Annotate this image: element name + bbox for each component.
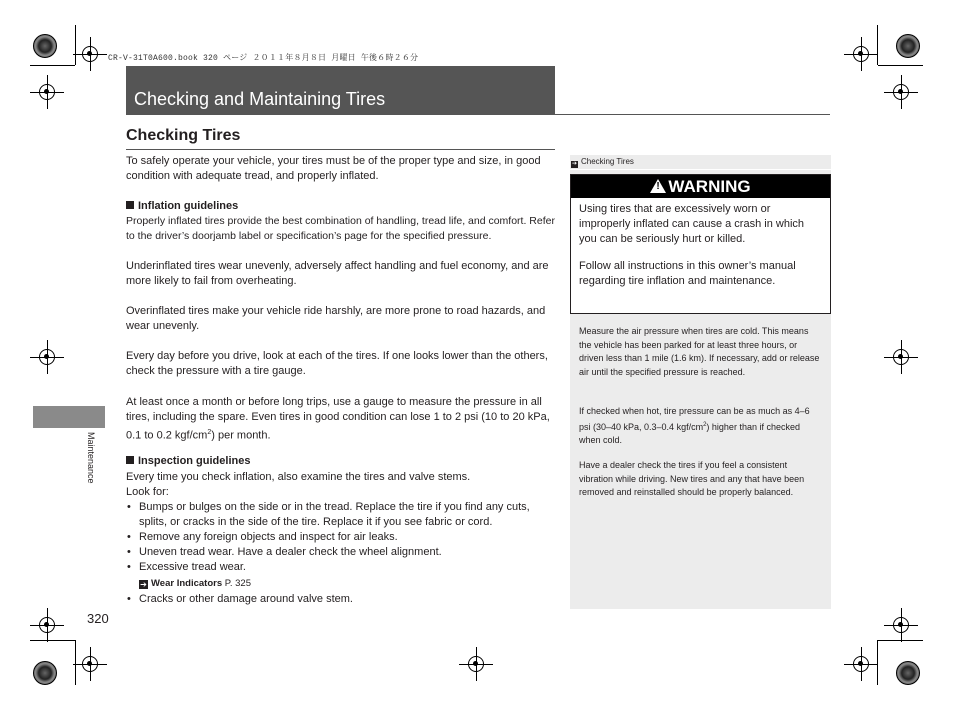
warning-p1: Using tires that are excessively worn or improperly inflated can cause a crash in which you can be seriously hurt or killed. — [579, 203, 805, 245]
chapter-label: Maintenance — [86, 432, 96, 484]
registration-mark-icon — [39, 617, 55, 633]
warning-title — [571, 175, 830, 198]
inspection-list — [126, 500, 556, 575]
registration-mark-icon — [468, 656, 484, 672]
warning-title-text: WARNING — [668, 177, 751, 196]
inflation-p5-text-end: ) per month. — [211, 429, 271, 442]
inflation-p1 — [126, 214, 556, 244]
look-for-label: Look for: — [126, 486, 169, 498]
sidebar-note-2-text: If checked when hot, tire pressure can be as much as 4–6 psi (30–40 kPa, 0.3–0.4 kgf/cm — [579, 406, 810, 432]
crop-mark — [878, 65, 923, 66]
sidebar-note-2-end: ) higher than if checked when cold. — [579, 421, 800, 445]
inflation-p2 — [126, 259, 556, 289]
registration-mark-icon — [82, 656, 98, 672]
inflation-p5-text: At least once a month or before long trips, use a gauge to measure the pressure in all tires, including the spare. Even tires in good condition can lose 1 to 2 psi (10 to 20 kPa, 0.1 to 0.2 kgf/cm — [126, 396, 550, 442]
inflation-p2-text: Underinflated tires wear unevenly, adversely affect handling and fuel economy, and are more likely to fail from overheating. — [126, 260, 549, 287]
list-item: • Remove any foreign objects and inspect for air leaks. — [126, 530, 556, 545]
inflation-p4-text: Every day before you drive, look at each of the tires. If one looks lower than the others, check the pressure with a tire gauge. — [126, 350, 548, 377]
intro-text: To safely operate your vehicle, your tires must be of the proper type and size, in good condition with adequate tread, and properly inflated. — [126, 155, 541, 182]
registration-mark-icon — [39, 349, 55, 365]
list-item: • Excessive tread wear. — [126, 560, 556, 575]
list-item: • Cracks or other damage around valve stem. — [126, 592, 556, 607]
crop-mark — [30, 640, 75, 641]
warning-body — [579, 202, 819, 289]
bullet-square-icon — [126, 201, 134, 209]
registration-mark-icon — [82, 46, 98, 62]
inspection-heading-text: Inspection guidelines — [138, 455, 251, 467]
warning-triangle-icon: ! — [650, 179, 666, 193]
inflation-p3 — [126, 304, 556, 334]
file-metadata: CR-V-31T0A600.book 320 ページ ２０１１年８月８日 月曜日 午後６時２６分 — [108, 54, 419, 63]
crop-mark — [877, 25, 878, 65]
xref-label: Wear Indicators — [151, 578, 223, 589]
chapter-tab — [33, 406, 105, 428]
sidebar-note-1: Measure the air pressure when tires are cold. This means the vehicle has been parked for at least three hours, or driven less than 1 mile (1.6 km). If necessary, add or release air until the specified pressure is reached. — [579, 326, 820, 377]
arrow-right-icon: ➔ — [140, 580, 147, 589]
inspection-p1: Every time you check inflation, also examine the tires and valve stems. — [126, 471, 471, 483]
sidebar-note-2 — [579, 405, 823, 448]
page-heading: Checking Tires — [126, 127, 241, 144]
list-item: • Bumps or bulges on the side or in the tread. Replace the tire if you find any cuts, splits, or cracks in the side of the tire. Replace it if you see fabric or cord. — [126, 500, 556, 530]
superscript: 2 — [703, 421, 707, 428]
inflation-heading — [126, 199, 238, 214]
registration-target-icon — [33, 34, 57, 58]
inflation-p4 — [126, 349, 556, 379]
inspection-list-cont — [126, 592, 556, 607]
registration-target-icon — [896, 661, 920, 685]
crop-mark — [30, 65, 75, 66]
superscript: 2 — [207, 429, 212, 436]
divider — [126, 114, 830, 115]
registration-target-icon — [33, 661, 57, 685]
crop-mark — [75, 640, 76, 685]
sidebar-note-3: Have a dealer check the tires if you feel a consistent vibration while driving. New tires and any that have been removed and reinstalled should be properly balanced. — [579, 460, 805, 497]
inflation-p3-text: Overinflated tires make your vehicle ride harshly, are more prone to road hazards, and wear unevenly. — [126, 305, 546, 332]
divider — [570, 169, 831, 170]
inspection-body — [126, 470, 556, 607]
crop-mark — [75, 25, 76, 65]
warning-p2: Follow all instructions in this owner’s manual regarding tire inflation and maintenance. — [579, 260, 796, 287]
inflation-p1-text: Properly inflated tires provide the best combination of handling, tread life, and comfort. Refer to the driver’s doorjamb label or specification’s page for the specified pressure. — [126, 215, 555, 242]
list-item: • Uneven tread wear. Have a dealer check the wheel alignment. — [126, 545, 556, 560]
inspection-heading — [126, 454, 250, 469]
sidebar-header-text: Checking Tires — [581, 157, 634, 166]
registration-mark-icon — [39, 84, 55, 100]
divider — [126, 149, 555, 150]
registration-mark-icon — [853, 46, 869, 62]
xref-page: P. 325 — [224, 578, 251, 589]
bullet-square-icon — [126, 456, 134, 464]
inflation-p5 — [126, 395, 556, 444]
registration-mark-icon — [893, 349, 909, 365]
registration-mark-icon — [893, 84, 909, 100]
cross-reference-link[interactable] — [139, 576, 556, 591]
registration-target-icon — [896, 34, 920, 58]
registration-mark-icon — [853, 656, 869, 672]
arrow-right-icon: ➔ — [571, 161, 578, 167]
intro-paragraph — [126, 154, 554, 184]
crop-mark — [877, 640, 878, 685]
inflation-heading-text: Inflation guidelines — [138, 200, 239, 212]
registration-mark-icon — [893, 617, 909, 633]
section-title: Checking and Maintaining Tires — [134, 89, 386, 109]
sidebar-header — [571, 157, 634, 168]
page-number: 320 — [87, 611, 109, 626]
